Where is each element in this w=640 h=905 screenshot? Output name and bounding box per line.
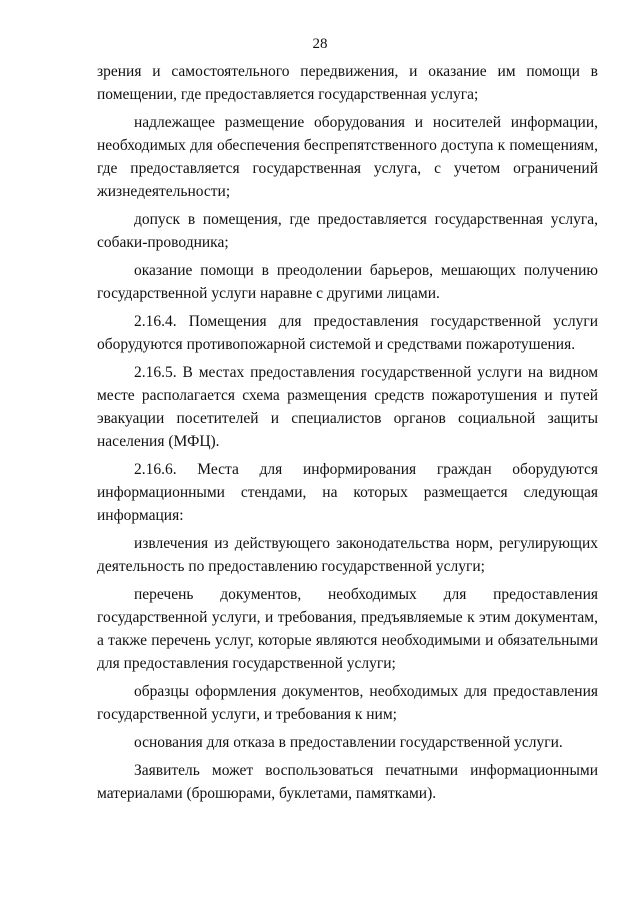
- paragraph: оказание помощи в преодолении барьеров, мешающих получению государственной услуги наравне с другими лицами.: [97, 262, 598, 302]
- paragraph: допуск в помещения, где предоставляется государственная услуга, собаки-проводника;: [97, 211, 598, 251]
- paragraph: образцы оформления документов, необходимых для предоставления государственной услуги, и требования к ним;: [97, 683, 598, 723]
- paragraph: зрения и самостоятельного передвижения, и оказание им помощи в помещении, где предоставляется государственная услуга;: [97, 63, 598, 103]
- paragraph: 2.16.5. В местах предоставления государственной услуги на видном месте располагается схема размещения средств пожаротушения и путей эвакуации посетителей и специалистов органов социальной защиты населения (МФЦ).: [97, 364, 598, 450]
- body-text: [97, 60, 598, 810]
- paragraph: Заявитель может воспользоваться печатными информационными материалами (брошюрами, буклетами, памятками).: [97, 762, 598, 802]
- paragraph: извлечения из действующего законодательства норм, регулирующих деятельность по предоставлению государственной услуги;: [97, 535, 598, 575]
- paragraph: 2.16.6. Места для информирования граждан оборудуются информационными стендами, на которых размещается следующая информация:: [97, 461, 598, 524]
- paragraph: перечень документов, необходимых для предоставления государственной услуги, и требования, предъявляемые к этим документам, а также перечень услуг, которые являются необходимыми и обязательными для предоставления государственной услуги;: [97, 586, 598, 672]
- paragraph: основания для отказа в предоставлении государственной услуги.: [134, 734, 563, 751]
- page-number: 28: [312, 36, 328, 52]
- paragraph: 2.16.4. Помещения для предоставления государственной услуги оборудуются противопожарной системой и средствами пожаротушения.: [97, 313, 598, 353]
- paragraph: надлежащее размещение оборудования и носителей информации, необходимых для обеспечения беспрепятственного доступа к помещениям, где предоставляется государственная услуга, с учетом ограничений жизнедеятельности;: [97, 114, 598, 200]
